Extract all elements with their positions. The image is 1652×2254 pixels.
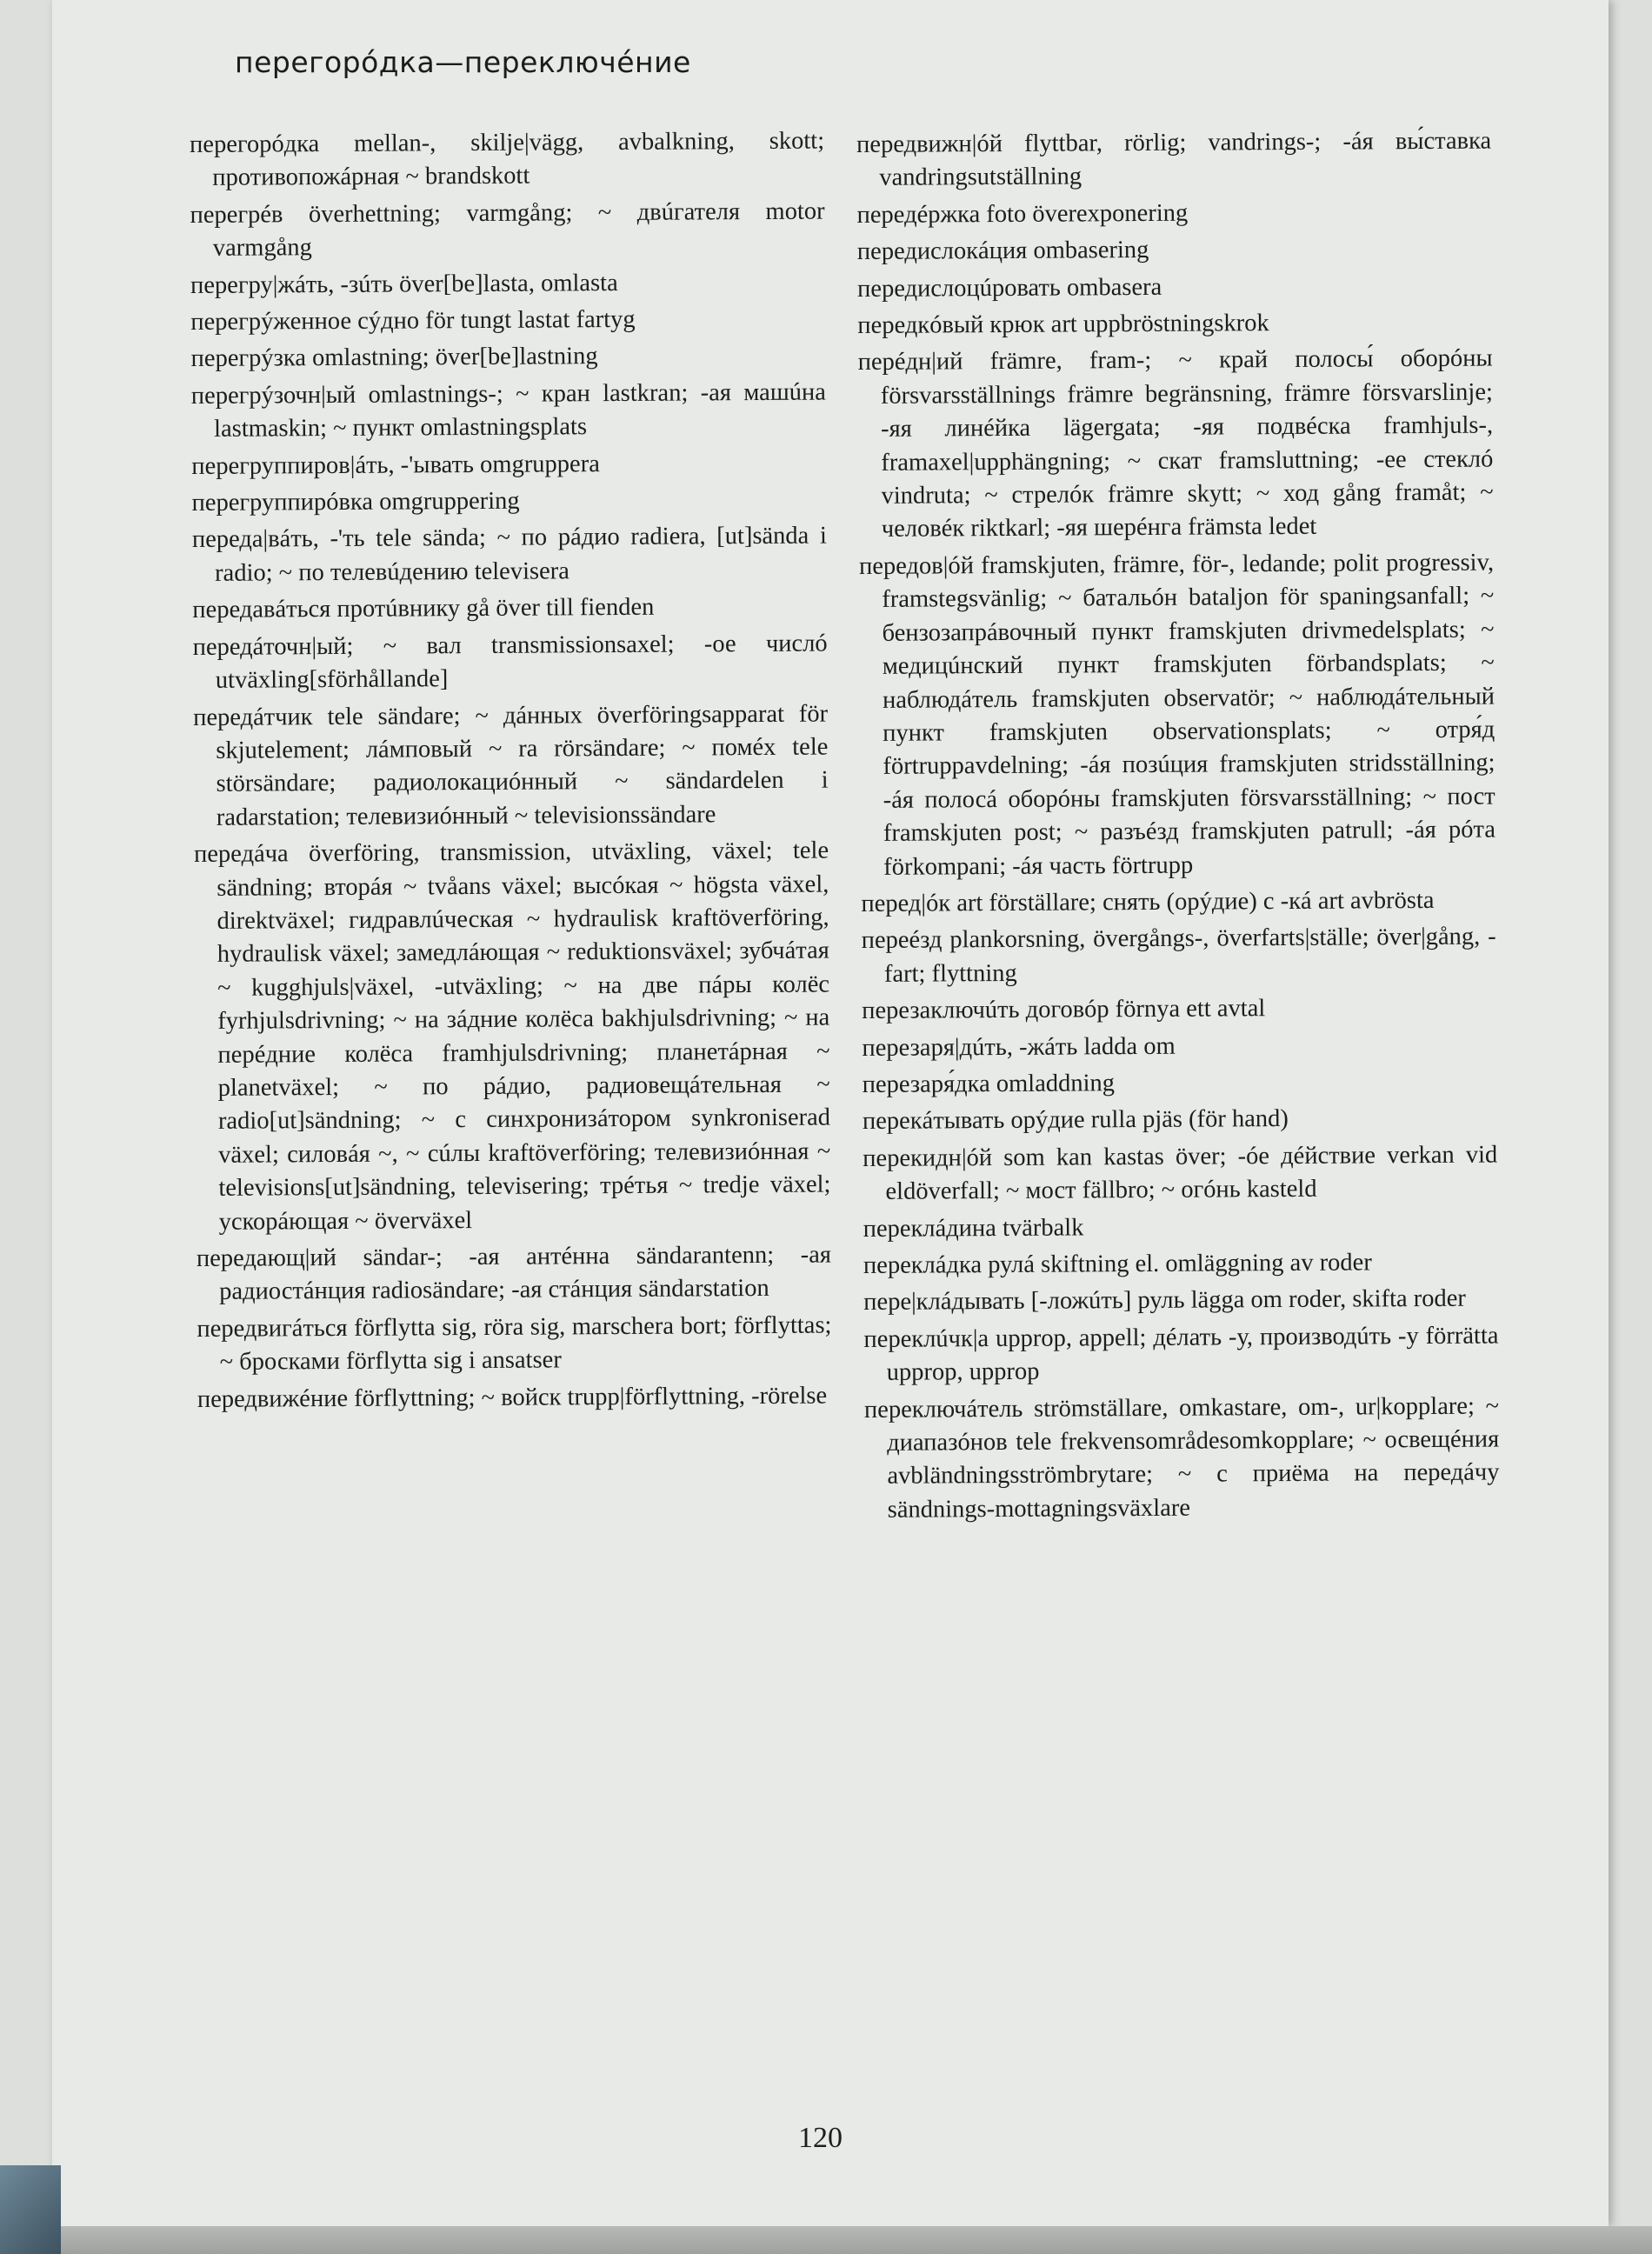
dictionary-entry: передáточн|ый; ~ вал transmissionsaxel; -ое числó utväxling[sförhållande] <box>192 630 828 694</box>
dictionary-entry: перезаря́дка omladdning <box>862 1070 1116 1098</box>
dictionary-entry: перегрéв överhettning; varmgång; ~ двúгателя motor varmgång <box>190 197 825 263</box>
dictionary-entry: передавáться протúвнику gå över till fienden <box>192 594 655 624</box>
dictionary-entry: передéржка foto överexponering <box>856 199 1189 229</box>
dictionary-entry: передкóвый крюк art uppbröstningskrok <box>857 310 1269 340</box>
right-column <box>856 125 1500 1531</box>
dictionary-entry: передислоцúровать ombasera <box>857 273 1162 303</box>
page-bottom-edge <box>0 2226 1652 2254</box>
dictionary-entry: перекáтывать орýдие rulla pjäs (för hand) <box>862 1105 1289 1136</box>
dictionary-entry: перегрýзка omlastning; över[be]lastning <box>190 343 598 373</box>
left-column <box>190 125 832 1420</box>
dictionary-entry: передвижн|óй flyttbar, rörlig; vandrings-; -áя вы́ставка vandringsutställning <box>856 127 1492 192</box>
dictionary-entry: переключáтель strömställare, omkastare, om-, ur|kopplare; ~ диапазóнов tele frekvensområdesomkopplare; ~ освещéния avbländningsströmbrytare; ~ с приёма на передáчу sändnings-mottagningsväxlare <box>863 1392 1500 1524</box>
dictionary-entry: пере|клáдывать [-ложúть] руль lägga om roder, skifta roder <box>863 1285 1466 1317</box>
dictionary-entry: перéдн|ий främre, fram-; ~ край полосы́ оборóны försvarsställnings främre begränsning, främre försvarslinje; -яя линéйка lägergata; -яя подвéска framhjuls-, framaxel|upphängning; ~ скат framsluttning; -ее стеклó vindruta; ~ стрелóк främre skytt; ~ ход gång framåt; ~ человéк riktkarl; -яя шерéнга främsta ledet <box>857 344 1494 543</box>
page-number: 120 <box>798 2122 843 2154</box>
dictionary-entry: передвижéние förflyttning; ~ войск trupp|förflyttning, -rörelse <box>197 1382 828 1413</box>
dictionary-entry: передов|óй framskjuten, främre, för-, ledande; polit progressiv, framstegsvänlig; ~ батальóн bataljon för spaningsanfall; ~ бензозапрáвочный пункт framskjuten drivmedelsplats; ~ медицúнский пункт framskjuten förbandsplats; ~ наблюдáтель framskjuten observatör; ~ наблюдáтельный пункт framskjuten observationsplats; ~ отря́д förtruppavdelning; -áя позúция framskjuten stridsställning; -áя полосá оборóны framskjuten försvarsställning; ~ пост framskjuten post; ~ разъéзд framskjuten patrull; -áя рóта förkompani; -áя часть förtrupp <box>858 549 1496 881</box>
dictionary-entry: передислокáция ombasering <box>856 237 1149 266</box>
dictionary-entry: перегруппиров|áть, -'ывать omgruppera <box>191 450 600 480</box>
dictionary-entry: переклáдина tvärbalk <box>863 1214 1084 1243</box>
dictionary-entry: перегруппирóвка omgruppering <box>191 487 520 517</box>
dictionary-entry: переклáдка рулá skiftning el. omläggning av roder <box>863 1249 1372 1279</box>
dictionary-entry: переклúчк|а upprop, appell; дéлать -у, производúть -у förrätta upprop, upprop <box>863 1322 1499 1387</box>
dictionary-entry: перезаключúть договóр förnya ett avtal <box>862 995 1266 1025</box>
dictionary-entry: перегорóдка mellan-, skilje|vägg, avbalkning, skott; противопожáрная ~ brandskott <box>190 127 825 192</box>
dictionary-entry: передающ|ий sändar-; -ая антéнна sändarantenn; -ая радиостáнция radiosändare; -ая стáнция sändarstation <box>196 1241 832 1306</box>
book-cover-corner <box>0 2165 61 2254</box>
dictionary-entry: переда|вáть, -'ть tele sända; ~ по рáдио radiera, [ut]sända i radio; ~ по телевúдению televisera <box>191 523 827 587</box>
dictionary-entry: перегрýзочн|ый omlastnings-; ~ кран lastkran; -ая машúна lastmaskin; ~ пункт omlastningsplats <box>190 378 826 443</box>
dictionary-entry: перед|óк art förställare; снять (орýдие) с -кá art avbrösta <box>861 886 1435 917</box>
dictionary-entry: перекидн|óй som kan kastas över; -óе дéйствие verkan vid eldöverfall; ~ мост fällbro; ~ огóнь kasteld <box>863 1141 1498 1206</box>
dictionary-entry: передáтчик tele sändare; ~ дáнных överföringsapparat för skjutelement; лáмповый ~ ra rörsändare; ~ помéх tele störsändare; радиолокациóнный ~ sändardelen i radarstation; телевизиóнный ~ televisionssändare <box>193 700 829 831</box>
dictionary-entry: переéзд plankorsning, övergångs-, överfarts|ställe; över|gång, -fart; flyttning <box>861 923 1496 988</box>
dictionary-entry: передвигáться förflytta sig, röra sig, marschera bort; förflyttas; ~ бросками förflytta sig i ansatser <box>197 1311 832 1377</box>
dictionary-entry: перегрýженное сýдно för tungt lastat fartyg <box>190 305 636 337</box>
dictionary-entry: перезаря|дúть, -жáть ladda om <box>862 1032 1176 1062</box>
dictionary-entry: перегру|жáть, -зúть över[be]lasta, omlasta <box>190 269 618 299</box>
dictionary-entry: передáча överföring, transmission, utväxling, växel; tele sändning; вторáя ~ tvåans växel; высóкая ~ högsta växel, direktväxel; гидравлúческая ~ hydraulisk kraftöverföring, hydraulisk växel; замедлáющая ~ reduktionsväxel; зубчáтая ~ kugghjuls|växel, -utväxling; ~ на две пáры колёс fyrhjulsdrivning; ~ на зáдние колёса bakhjulsdrivning; ~ на перéдние колёса framhjulsdrivning; планетáрная ~ planetväxel; ~ по рáдио, радиовещáтельная ~ radio[ut]sändning; ~ с синхронизáтором synkroniserad växel; силовáя ~, ~ сúлы kraftöverföring; телевизиóнная ~ televisions[ut]sändning, televisering; трéтья ~ tredje växel; ускорáющая ~ överväxel <box>194 837 831 1236</box>
running-header: перегорóдка—переключéние <box>235 45 691 79</box>
